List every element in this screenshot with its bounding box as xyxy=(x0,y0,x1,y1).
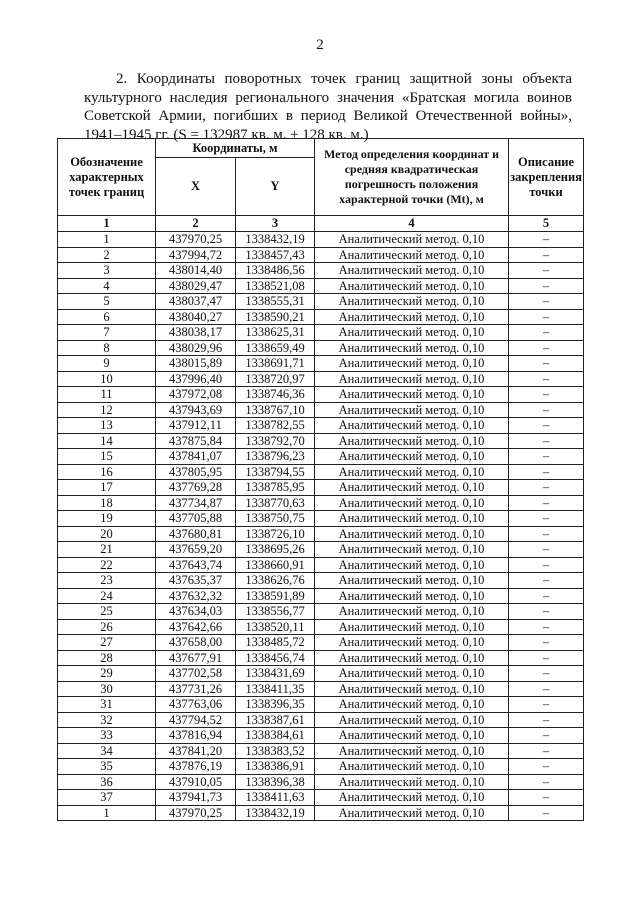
x-coordinate-cell: 437769,28 xyxy=(156,480,236,496)
table-row xyxy=(58,387,584,403)
method-cell: Аналитический метод. 0,10 xyxy=(315,619,509,635)
method-cell: Аналитический метод. 0,10 xyxy=(315,309,509,325)
description-cell: – xyxy=(509,774,584,790)
table-row xyxy=(58,371,584,387)
x-coordinate-cell: 437875,84 xyxy=(156,433,236,449)
method-cell: Аналитический метод. 0,10 xyxy=(315,666,509,682)
header-x: X xyxy=(156,158,236,216)
description-cell: – xyxy=(509,728,584,744)
point-cell: 13 xyxy=(58,418,156,434)
point-cell: 1 xyxy=(58,232,156,248)
method-cell: Аналитический метод. 0,10 xyxy=(315,604,509,620)
point-cell: 26 xyxy=(58,619,156,635)
y-coordinate-cell: 1338457,43 xyxy=(236,247,315,263)
y-coordinate-cell: 1338590,21 xyxy=(236,309,315,325)
x-coordinate-cell: 437731,26 xyxy=(156,681,236,697)
description-cell: – xyxy=(509,433,584,449)
x-coordinate-cell: 437642,66 xyxy=(156,619,236,635)
coordinates-table xyxy=(57,138,584,821)
table-row xyxy=(58,294,584,310)
table-row xyxy=(58,480,584,496)
description-cell: – xyxy=(509,697,584,713)
column-number: 1 xyxy=(58,216,156,232)
point-cell: 32 xyxy=(58,712,156,728)
x-coordinate-cell: 437634,03 xyxy=(156,604,236,620)
y-coordinate-cell: 1338486,56 xyxy=(236,263,315,279)
method-cell: Аналитический метод. 0,10 xyxy=(315,340,509,356)
description-cell: – xyxy=(509,309,584,325)
method-cell: Аналитический метод. 0,10 xyxy=(315,495,509,511)
description-cell: – xyxy=(509,666,584,682)
table-row xyxy=(58,805,584,821)
y-coordinate-cell: 1338695,26 xyxy=(236,542,315,558)
method-cell: Аналитический метод. 0,10 xyxy=(315,697,509,713)
method-cell: Аналитический метод. 0,10 xyxy=(315,588,509,604)
x-coordinate-cell: 438029,96 xyxy=(156,340,236,356)
table-row xyxy=(58,402,584,418)
method-cell: Аналитический метод. 0,10 xyxy=(315,743,509,759)
point-cell: 29 xyxy=(58,666,156,682)
y-coordinate-cell: 1338411,35 xyxy=(236,681,315,697)
x-coordinate-cell: 437972,08 xyxy=(156,387,236,403)
x-coordinate-cell: 437702,58 xyxy=(156,666,236,682)
y-coordinate-cell: 1338411,63 xyxy=(236,790,315,806)
point-cell: 17 xyxy=(58,480,156,496)
point-cell: 3 xyxy=(58,263,156,279)
y-coordinate-cell: 1338746,36 xyxy=(236,387,315,403)
table-row xyxy=(58,418,584,434)
y-coordinate-cell: 1338591,89 xyxy=(236,588,315,604)
description-cell: – xyxy=(509,805,584,821)
y-coordinate-cell: 1338767,10 xyxy=(236,402,315,418)
table-row xyxy=(58,557,584,573)
point-cell: 9 xyxy=(58,356,156,372)
y-coordinate-cell: 1338691,71 xyxy=(236,356,315,372)
x-coordinate-cell: 437635,37 xyxy=(156,573,236,589)
header-row-top xyxy=(58,139,584,158)
point-cell: 1 xyxy=(58,805,156,821)
column-number-row xyxy=(58,216,584,232)
y-coordinate-cell: 1338384,61 xyxy=(236,728,315,744)
x-coordinate-cell: 437943,69 xyxy=(156,402,236,418)
y-coordinate-cell: 1338720,97 xyxy=(236,371,315,387)
point-cell: 23 xyxy=(58,573,156,589)
point-cell: 36 xyxy=(58,774,156,790)
y-coordinate-cell: 1338396,35 xyxy=(236,697,315,713)
point-cell: 24 xyxy=(58,588,156,604)
description-cell: – xyxy=(509,790,584,806)
y-coordinate-cell: 1338383,52 xyxy=(236,743,315,759)
description-cell: – xyxy=(509,573,584,589)
method-cell: Аналитический метод. 0,10 xyxy=(315,433,509,449)
y-coordinate-cell: 1338796,23 xyxy=(236,449,315,465)
x-coordinate-cell: 438037,47 xyxy=(156,294,236,310)
point-cell: 27 xyxy=(58,635,156,651)
method-cell: Аналитический метод. 0,10 xyxy=(315,232,509,248)
y-coordinate-cell: 1338432,19 xyxy=(236,232,315,248)
description-cell: – xyxy=(509,340,584,356)
x-coordinate-cell: 437632,32 xyxy=(156,588,236,604)
point-cell: 28 xyxy=(58,650,156,666)
point-cell: 12 xyxy=(58,402,156,418)
point-cell: 2 xyxy=(58,247,156,263)
column-number: 2 xyxy=(156,216,236,232)
method-cell: Аналитический метод. 0,10 xyxy=(315,371,509,387)
table-row xyxy=(58,743,584,759)
y-coordinate-cell: 1338626,76 xyxy=(236,573,315,589)
method-cell: Аналитический метод. 0,10 xyxy=(315,480,509,496)
x-coordinate-cell: 437876,19 xyxy=(156,759,236,775)
method-cell: Аналитический метод. 0,10 xyxy=(315,263,509,279)
table-row xyxy=(58,278,584,294)
method-cell: Аналитический метод. 0,10 xyxy=(315,387,509,403)
y-coordinate-cell: 1338555,31 xyxy=(236,294,315,310)
point-cell: 10 xyxy=(58,371,156,387)
point-cell: 6 xyxy=(58,309,156,325)
description-cell: – xyxy=(509,232,584,248)
table-row xyxy=(58,340,584,356)
x-coordinate-cell: 438029,47 xyxy=(156,278,236,294)
description-cell: – xyxy=(509,495,584,511)
table-row xyxy=(58,774,584,790)
y-coordinate-cell: 1338785,95 xyxy=(236,480,315,496)
method-cell: Аналитический метод. 0,10 xyxy=(315,449,509,465)
table-row xyxy=(58,619,584,635)
intro-paragraph: 2. Координаты поворотных точек границ защитной зоны объекта культурного наследия регионального значения «Братская могила воинов Советской Армии, погибших в период Великой Отечественной войны», 1941–1945 гг. (S = 132987 кв. м. ± 128 кв. м.) xyxy=(84,71,572,143)
method-cell: Аналитический метод. 0,10 xyxy=(315,790,509,806)
y-coordinate-cell: 1338794,55 xyxy=(236,464,315,480)
y-coordinate-cell: 1338485,72 xyxy=(236,635,315,651)
x-coordinate-cell: 438038,17 xyxy=(156,325,236,341)
point-cell: 34 xyxy=(58,743,156,759)
y-coordinate-cell: 1338396,38 xyxy=(236,774,315,790)
x-coordinate-cell: 438015,89 xyxy=(156,356,236,372)
table-row xyxy=(58,542,584,558)
point-cell: 7 xyxy=(58,325,156,341)
y-coordinate-cell: 1338521,08 xyxy=(236,278,315,294)
page-number: 2 xyxy=(316,37,324,53)
method-cell: Аналитический метод. 0,10 xyxy=(315,774,509,790)
description-cell: – xyxy=(509,294,584,310)
x-coordinate-cell: 437705,88 xyxy=(156,511,236,527)
table-row xyxy=(58,433,584,449)
y-coordinate-cell: 1338432,19 xyxy=(236,805,315,821)
table-row xyxy=(58,526,584,542)
y-coordinate-cell: 1338770,63 xyxy=(236,495,315,511)
method-cell: Аналитический метод. 0,10 xyxy=(315,526,509,542)
method-cell: Аналитический метод. 0,10 xyxy=(315,557,509,573)
x-coordinate-cell: 438040,27 xyxy=(156,309,236,325)
x-coordinate-cell: 437763,06 xyxy=(156,697,236,713)
method-cell: Аналитический метод. 0,10 xyxy=(315,402,509,418)
table-row xyxy=(58,712,584,728)
point-cell: 15 xyxy=(58,449,156,465)
x-coordinate-cell: 437996,40 xyxy=(156,371,236,387)
x-coordinate-cell: 437994,72 xyxy=(156,247,236,263)
x-coordinate-cell: 437805,95 xyxy=(156,464,236,480)
x-coordinate-cell: 437970,25 xyxy=(156,805,236,821)
description-cell: – xyxy=(509,526,584,542)
point-cell: 14 xyxy=(58,433,156,449)
x-coordinate-cell: 437912,11 xyxy=(156,418,236,434)
description-cell: – xyxy=(509,619,584,635)
point-cell: 25 xyxy=(58,604,156,620)
header-description: Описание закрепления точки xyxy=(509,139,584,216)
table-row xyxy=(58,790,584,806)
y-coordinate-cell: 1338750,75 xyxy=(236,511,315,527)
y-coordinate-cell: 1338782,55 xyxy=(236,418,315,434)
y-coordinate-cell: 1338387,61 xyxy=(236,712,315,728)
x-coordinate-cell: 437941,73 xyxy=(156,790,236,806)
point-cell: 37 xyxy=(58,790,156,806)
method-cell: Аналитический метод. 0,10 xyxy=(315,681,509,697)
table-row xyxy=(58,759,584,775)
header-method: Метод определения координат и средняя квадратическая погрешность положения характерной точки (Мt), м xyxy=(315,139,509,216)
description-cell: – xyxy=(509,263,584,279)
description-cell: – xyxy=(509,588,584,604)
table-row xyxy=(58,588,584,604)
point-cell: 4 xyxy=(58,278,156,294)
x-coordinate-cell: 437734,87 xyxy=(156,495,236,511)
point-cell: 22 xyxy=(58,557,156,573)
method-cell: Аналитический метод. 0,10 xyxy=(315,573,509,589)
table-row xyxy=(58,511,584,527)
x-coordinate-cell: 438014,40 xyxy=(156,263,236,279)
x-coordinate-cell: 437970,25 xyxy=(156,232,236,248)
point-cell: 16 xyxy=(58,464,156,480)
column-number: 3 xyxy=(236,216,315,232)
x-coordinate-cell: 437794,52 xyxy=(156,712,236,728)
method-cell: Аналитический метод. 0,10 xyxy=(315,511,509,527)
x-coordinate-cell: 437841,20 xyxy=(156,743,236,759)
y-coordinate-cell: 1338792,70 xyxy=(236,433,315,449)
x-coordinate-cell: 437643,74 xyxy=(156,557,236,573)
description-cell: – xyxy=(509,759,584,775)
method-cell: Аналитический метод. 0,10 xyxy=(315,650,509,666)
table-row xyxy=(58,449,584,465)
method-cell: Аналитический метод. 0,10 xyxy=(315,294,509,310)
description-cell: – xyxy=(509,604,584,620)
method-cell: Аналитический метод. 0,10 xyxy=(315,278,509,294)
method-cell: Аналитический метод. 0,10 xyxy=(315,418,509,434)
table-row xyxy=(58,263,584,279)
point-cell: 11 xyxy=(58,387,156,403)
header-designation: Обозначение характерных точек границ xyxy=(58,139,156,216)
y-coordinate-cell: 1338659,49 xyxy=(236,340,315,356)
description-cell: – xyxy=(509,247,584,263)
column-number: 5 xyxy=(509,216,584,232)
description-cell: – xyxy=(509,650,584,666)
description-cell: – xyxy=(509,743,584,759)
table-body xyxy=(58,232,584,821)
description-cell: – xyxy=(509,356,584,372)
method-cell: Аналитический метод. 0,10 xyxy=(315,247,509,263)
x-coordinate-cell: 437659,20 xyxy=(156,542,236,558)
point-cell: 8 xyxy=(58,340,156,356)
point-cell: 20 xyxy=(58,526,156,542)
y-coordinate-cell: 1338556,77 xyxy=(236,604,315,620)
x-coordinate-cell: 437816,94 xyxy=(156,728,236,744)
y-coordinate-cell: 1338386,91 xyxy=(236,759,315,775)
method-cell: Аналитический метод. 0,10 xyxy=(315,635,509,651)
table-row xyxy=(58,697,584,713)
description-cell: – xyxy=(509,557,584,573)
description-cell: – xyxy=(509,387,584,403)
point-cell: 30 xyxy=(58,681,156,697)
description-cell: – xyxy=(509,712,584,728)
column-number: 4 xyxy=(315,216,509,232)
table-row xyxy=(58,232,584,248)
point-cell: 18 xyxy=(58,495,156,511)
description-cell: – xyxy=(509,278,584,294)
table-row xyxy=(58,635,584,651)
table-row xyxy=(58,666,584,682)
table-row xyxy=(58,728,584,744)
y-coordinate-cell: 1338660,91 xyxy=(236,557,315,573)
x-coordinate-cell: 437910,05 xyxy=(156,774,236,790)
y-coordinate-cell: 1338456,74 xyxy=(236,650,315,666)
method-cell: Аналитический метод. 0,10 xyxy=(315,542,509,558)
header-coordinates: Координаты, м xyxy=(156,139,315,158)
table-row xyxy=(58,247,584,263)
description-cell: – xyxy=(509,325,584,341)
table-row xyxy=(58,356,584,372)
point-cell: 31 xyxy=(58,697,156,713)
method-cell: Аналитический метод. 0,10 xyxy=(315,728,509,744)
table-row xyxy=(58,650,584,666)
description-cell: – xyxy=(509,371,584,387)
table-row xyxy=(58,495,584,511)
y-coordinate-cell: 1338520,11 xyxy=(236,619,315,635)
description-cell: – xyxy=(509,542,584,558)
point-cell: 19 xyxy=(58,511,156,527)
table-row xyxy=(58,573,584,589)
method-cell: Аналитический метод. 0,10 xyxy=(315,356,509,372)
point-cell: 21 xyxy=(58,542,156,558)
description-cell: – xyxy=(509,464,584,480)
table-row xyxy=(58,325,584,341)
point-cell: 35 xyxy=(58,759,156,775)
table-row xyxy=(58,681,584,697)
description-cell: – xyxy=(509,681,584,697)
x-coordinate-cell: 437841,07 xyxy=(156,449,236,465)
header-y: Y xyxy=(236,158,315,216)
x-coordinate-cell: 437680,81 xyxy=(156,526,236,542)
description-cell: – xyxy=(509,449,584,465)
x-coordinate-cell: 437658,00 xyxy=(156,635,236,651)
method-cell: Аналитический метод. 0,10 xyxy=(315,805,509,821)
method-cell: Аналитический метод. 0,10 xyxy=(315,464,509,480)
description-cell: – xyxy=(509,635,584,651)
table-row xyxy=(58,604,584,620)
description-cell: – xyxy=(509,480,584,496)
table-row xyxy=(58,464,584,480)
x-coordinate-cell: 437677,91 xyxy=(156,650,236,666)
method-cell: Аналитический метод. 0,10 xyxy=(315,759,509,775)
method-cell: Аналитический метод. 0,10 xyxy=(315,325,509,341)
y-coordinate-cell: 1338726,10 xyxy=(236,526,315,542)
description-cell: – xyxy=(509,402,584,418)
y-coordinate-cell: 1338431,69 xyxy=(236,666,315,682)
description-cell: – xyxy=(509,418,584,434)
y-coordinate-cell: 1338625,31 xyxy=(236,325,315,341)
table-row xyxy=(58,309,584,325)
point-cell: 5 xyxy=(58,294,156,310)
method-cell: Аналитический метод. 0,10 xyxy=(315,712,509,728)
description-cell: – xyxy=(509,511,584,527)
point-cell: 33 xyxy=(58,728,156,744)
